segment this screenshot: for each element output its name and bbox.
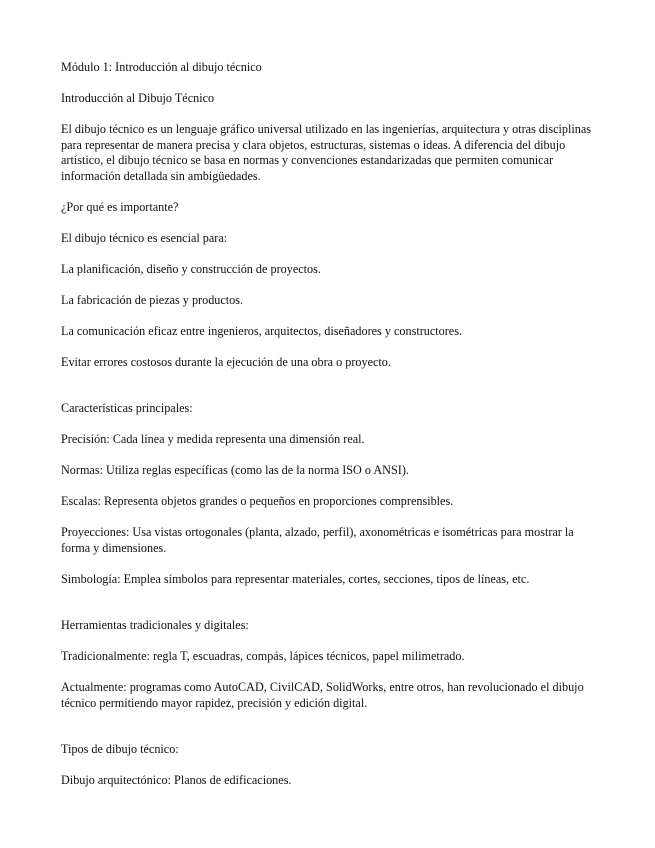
module-title: Módulo 1: Introducción al dibujo técnico [61, 60, 262, 74]
features-title: Características principales: [61, 401, 193, 415]
importance-lead: El dibujo técnico es esencial para: [61, 230, 228, 245]
types-item: Dibujo arquitectónico: Planos de edificaciones. [61, 773, 292, 787]
feature-item: Precisión: Cada línea y medida representa una dimensión real. [61, 432, 365, 446]
intro-paragraph: El dibujo técnico es un lenguaje gráfico universal utilizado en las ingenierías, arquitectura y otras disciplinas para representar de manera precisa y clara objetos, estructuras, sistemas o ideas. A diferencia del dibujo artístico, el dibujo técnico se basa en normas y convenciones estandarizadas que permiten comunicar información detallada sin ambigüedades. [61, 122, 591, 183]
document-page [61, 60, 596, 804]
importance-question: ¿Por qué es importante? [61, 199, 179, 214]
importance-item: La fabricación de piezas y productos. [61, 292, 244, 307]
feature-item: Normas: Utiliza reglas específicas (como las de la norma ISO o ANSI). [61, 463, 409, 477]
feature-item: Escalas: Representa objetos grandes o pequeños en proporciones comprensibles. [61, 494, 454, 508]
feature-item: Proyecciones: Usa vistas ortogonales (planta, alzado, perfil), axonométricas e isométricas para mostrar la forma y dimensiones. [61, 525, 574, 555]
tools-title: Herramientas tradicionales y digitales: [61, 618, 249, 632]
tools-item: Actualmente: programas como AutoCAD, CivilCAD, SolidWorks, entre otros, han revolucionado el dibujo técnico permitiendo mayor rapidez, precisión y edición digital. [61, 680, 584, 710]
importance-item: La comunicación eficaz entre ingenieros, arquitectos, diseñadores y constructores. [61, 323, 463, 338]
tools-item: Tradicionalmente: regla T, escuadras, compás, lápices técnicos, papel milimetrado. [61, 649, 465, 663]
importance-item: La planificación, diseño y construcción de proyectos. [61, 261, 321, 276]
types-title: Tipos de dibujo técnico: [61, 742, 179, 756]
section-heading: Introducción al Dibujo Técnico [61, 91, 215, 105]
feature-item: Simbología: Emplea símbolos para representar materiales, cortes, secciones, tipos de líneas, etc. [61, 571, 530, 586]
importance-item: Evitar errores costosos durante la ejecución de una obra o proyecto. [61, 354, 391, 369]
